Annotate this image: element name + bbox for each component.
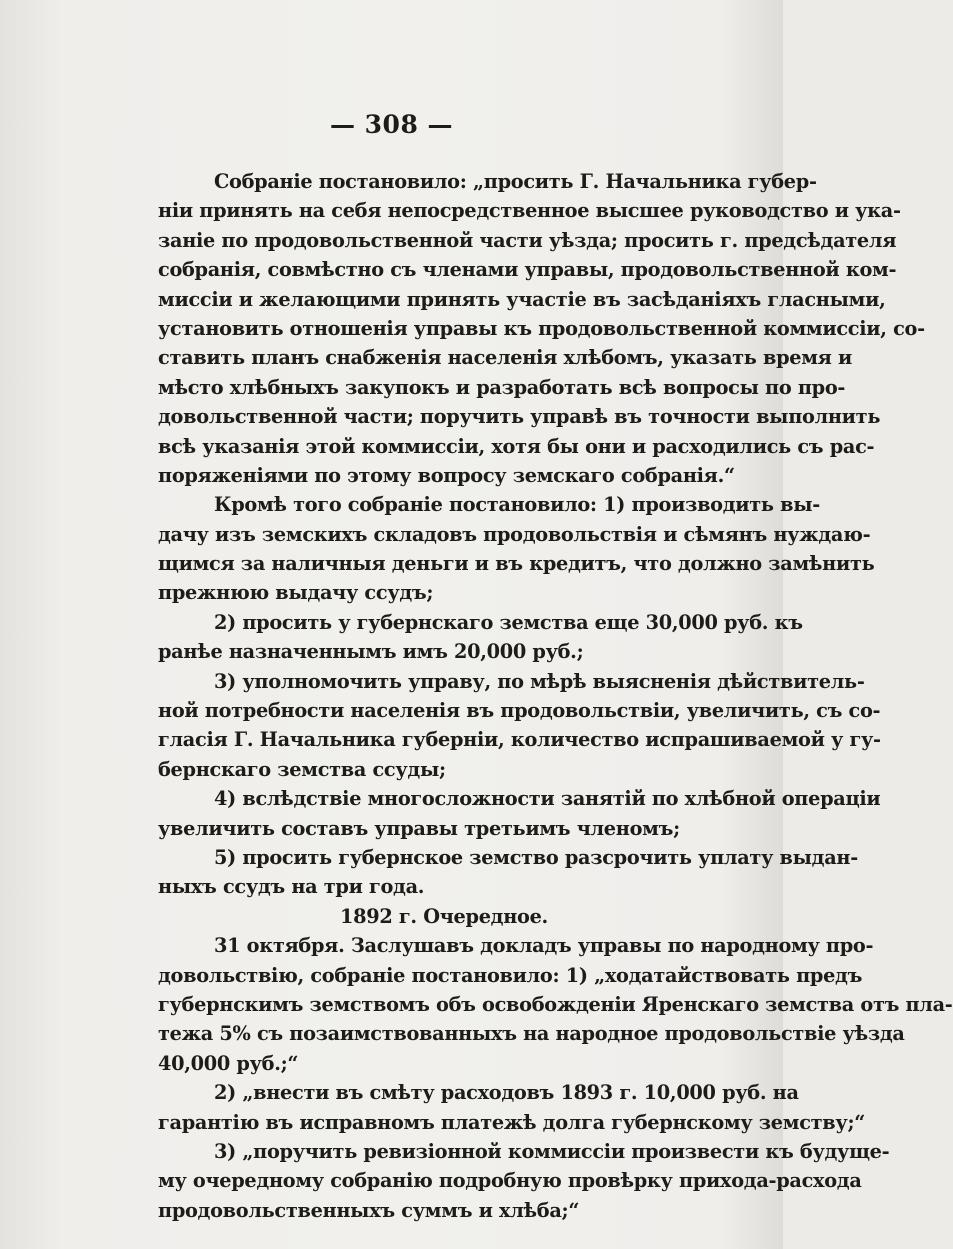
text-line: довольственной части; поручить управѣ въ точности выполнить <box>158 405 881 429</box>
text-line: Собраніе постановило: „просить Г. Начальника губер- <box>214 170 817 193</box>
text-line: гласія Г. Начальника губерніи, количество испрашиваемой у гу- <box>158 728 881 752</box>
text-line: Кромѣ того собраніе постановило: 1) производить вы- <box>214 493 820 517</box>
text-line: щимся за наличныя деньги и въ кредитъ, что должно замѣнить <box>158 552 875 576</box>
page-number: — 308 — <box>329 110 454 139</box>
text-line: всѣ указанія этой коммиссіи, хотя бы они и расходились съ рас- <box>158 434 875 458</box>
text-line: ранѣе назначеннымъ имъ 20,000 руб.; <box>158 640 584 664</box>
body-text <box>158 167 953 1225</box>
text-line: му очередному собранію подробную провѣрку прихода-расхода <box>158 1169 862 1193</box>
text-line: 2) „внести въ смѣту расходовъ 1893 г. 10,000 руб. на <box>214 1081 799 1105</box>
text-line: 1892 г. Очередное. <box>340 904 548 928</box>
text-line: увеличить составъ управы третьимъ членомъ; <box>158 816 680 840</box>
text-line: губернскимъ земствомъ объ освобожденіи Яренскаго земства отъ пла- <box>158 992 953 1016</box>
text-line: 5) просить губернское земство разсрочить уплату выдан- <box>214 845 858 869</box>
text-line: 3) уполномочить управу, по мѣрѣ выясненія дѣйствитель- <box>214 669 865 693</box>
text-line: бернскаго земства ссуды; <box>158 757 446 781</box>
text-line: ной потребности населенія въ продовольствіи, увеличить, съ со- <box>158 699 881 723</box>
text-line: миссіи и желающими принять участіе въ засѣданіяхъ гласными, <box>158 287 886 311</box>
text-line: тежа 5% съ позаимствованныхъ на народное продовольствіе уѣзда <box>158 1022 905 1046</box>
text-line: дачу изъ земскихъ складовъ продовольствія и сѣмянъ нуждаю- <box>158 522 871 546</box>
text-line: 3) „поручить ревизіонной коммиссіи произвести къ будуще- <box>214 1139 890 1163</box>
text-line: ніи принять на себя непосредственное высшее руководство и ука- <box>158 199 901 223</box>
text-line: поряженіями по этому вопросу земскаго собранія.“ <box>158 463 735 487</box>
text-line: собранія, совмѣстно съ членами управы, продовольственной ком- <box>158 258 897 282</box>
text-line: продовольственныхъ суммъ и хлѣба;“ <box>158 1198 580 1222</box>
text-line: ныхъ ссудъ на три года. <box>158 875 425 899</box>
text-line: гарантію въ исправномъ платежѣ долга губернскому земству;“ <box>158 1110 866 1134</box>
text-line: установить отношенія управы къ продовольственной коммиссіи, со- <box>158 316 925 340</box>
text-line: мѣсто хлѣбныхъ закупокъ и разработать всѣ вопросы по про- <box>158 375 846 399</box>
text-line: 31 октября. Заслушавъ докладъ управы по народному про- <box>214 934 874 958</box>
text-line: ставить планъ снабженія населенія хлѣбомъ, указать время и <box>158 346 853 370</box>
text-line: заніе по продовольственной части уѣзда; просить г. предсѣдателя <box>158 228 897 252</box>
text-line: 4) вслѣдствіе многосложности занятій по хлѣбной операціи <box>214 787 881 811</box>
text-line: довольствію, собраніе постановило: 1) „ходатайствовать предъ <box>158 963 863 987</box>
text-line: прежнюю выдачу ссудъ; <box>158 581 434 605</box>
text-line: 2) просить у губернскаго земства еще 30,000 руб. къ <box>214 610 803 634</box>
text-line: 40,000 руб.;“ <box>158 1051 299 1075</box>
